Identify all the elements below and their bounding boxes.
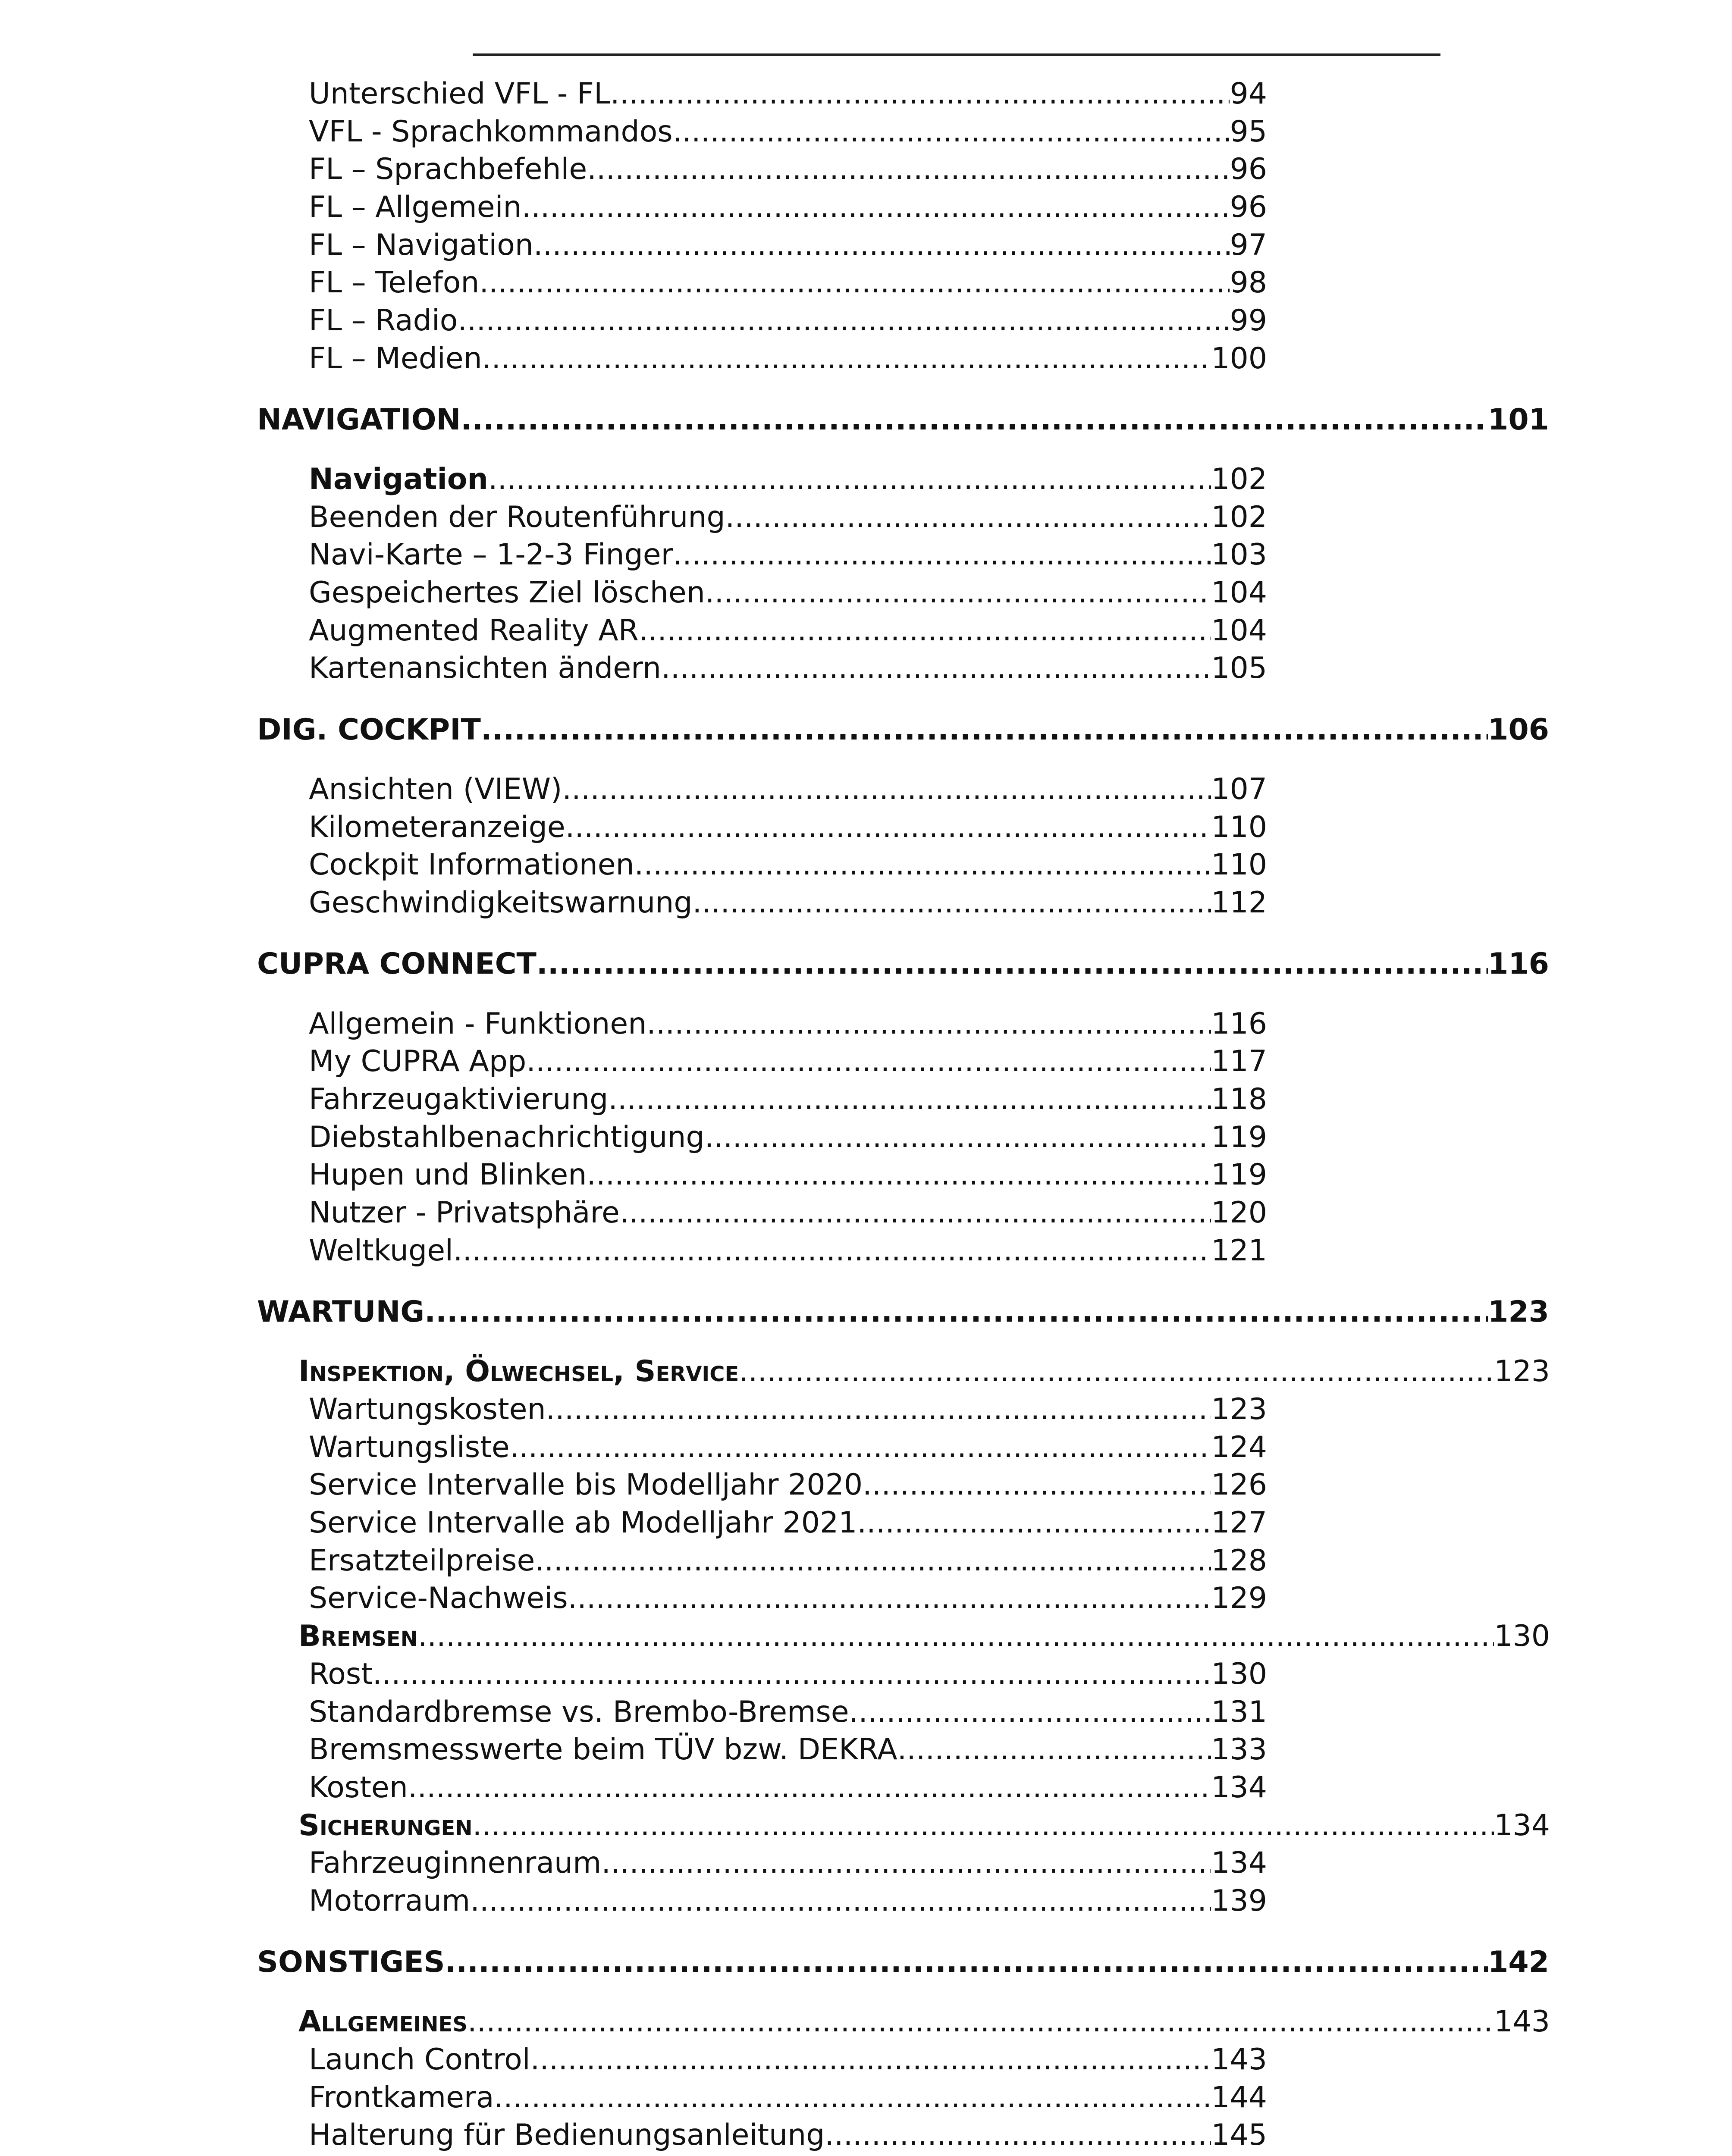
dot-leader [533,226,1230,264]
toc-entry[interactable] [309,1232,1267,1270]
dot-leader [587,150,1230,188]
toc-entry-title: Service Intervalle ab Modelljahr 2021 [309,1506,857,1540]
toc-entry-title: Kilometeranzeige [309,810,565,844]
toc-entry-page-number: 144 [1211,2081,1267,2115]
toc-entry-page-number: 106 [1488,713,1549,747]
toc-entry-page-number: 119 [1211,1120,1267,1154]
toc-entry-page-number: 134 [1211,1846,1267,1880]
toc-chapter-entry[interactable] [257,1943,1549,1981]
dot-leader [601,1844,1211,1882]
dot-leader [482,340,1211,378]
toc-entry[interactable] [309,264,1267,302]
toc-entry-title: Launch Control [309,2043,530,2077]
toc-entry-title: Allgemeines [298,2005,468,2039]
toc-entry-title: Service Intervalle bis Modelljahr 2020 [309,1468,863,1502]
toc-entry-title: Ersatzteilpreise [309,1544,535,1578]
toc-entry-title: FL – Sprachbefehle [309,152,587,186]
dot-leader [535,1542,1211,1580]
toc-entry-title: FL – Allgemein [309,190,522,224]
toc-entry[interactable] [309,1156,1267,1194]
header-rule [473,53,1440,56]
toc-entry-page-number: 143 [1494,2005,1550,2039]
toc-entry-title: Standardbremse vs. Brembo-Bremse [309,1695,849,1729]
dot-leader [620,1194,1211,1232]
toc-entry[interactable] [309,461,1267,498]
dot-leader [468,2003,1494,2041]
toc-entry-title: FL – Medien [309,342,482,376]
toc-entry[interactable] [309,536,1267,574]
toc-entry[interactable] [309,2116,1267,2154]
toc-entry-title: Sicherungen [298,1808,473,1843]
dot-leader [725,498,1211,536]
dot-leader [510,1429,1211,1467]
toc-entry[interactable] [309,771,1267,808]
toc-group-entry[interactable] [298,1807,1550,1845]
toc-entry-title: Motorraum [309,1884,471,1918]
toc-entry-page-number: 133 [1211,1733,1267,1767]
toc-entry-page-number: 117 [1211,1044,1267,1078]
toc-entry-page-number: 105 [1211,651,1267,685]
toc-entry-title: FL – Navigation [309,228,533,262]
toc-entry[interactable] [309,113,1267,151]
toc-entry-title: Fahrzeuginnenraum [309,1846,602,1880]
toc-entry-title: VFL - Sprachkommandos [309,115,673,149]
toc-entry-page-number: 134 [1211,1771,1267,1805]
toc-entry-title [309,2154,714,2156]
toc-entry[interactable] [309,808,1267,846]
dot-leader [488,461,1211,498]
toc-entry-page-number: 101 [1488,403,1549,437]
toc-entry-page-number: 134 [1494,1808,1550,1843]
dot-leader [673,536,1211,574]
toc-entry-page-number: 112 [1211,886,1267,920]
toc-entry-title: Fahrzeugaktivierung [309,1082,609,1116]
toc-entry[interactable] [309,75,1267,113]
toc-entry-title: Kartenansichten ändern [309,651,662,685]
toc-entry[interactable] [309,1579,1267,1617]
toc-entry-page-number: 145 [1211,2118,1267,2152]
toc-entry[interactable] [309,1043,1267,1081]
toc-entry-page-number: 127 [1211,1506,1267,1540]
toc-entry-page-number: 107 [1211,772,1267,806]
toc-entry[interactable] [309,1542,1267,1580]
dot-leader [693,884,1211,922]
toc-entry[interactable] [309,1769,1267,1807]
toc-chapter-entry[interactable] [257,401,1549,439]
dot-leader [453,1232,1211,1270]
toc-entry-page-number: 102 [1211,462,1267,496]
toc-entry-page-number: 99 [1230,304,1267,338]
toc-entry-page-number: 110 [1211,848,1267,882]
toc-entry-page-number: 143 [1211,2043,1267,2077]
toc-entry-page-number: 104 [1211,614,1267,648]
toc-entry-page-number: 142 [1488,1945,1549,1979]
toc-entry-title: Augmented Reality AR [309,614,639,648]
toc-entry-title: Nutzer - Privatsphäre [309,1196,620,1230]
toc-entry[interactable] [309,1119,1267,1156]
toc-entry-page-number: 123 [1211,1392,1267,1426]
toc-entry-title: Ansichten (VIEW) [309,772,562,806]
toc-entry-page-number: 118 [1211,1082,1267,1116]
toc-entry-title: Halterung für Bedienungsanleitung [309,2118,825,2152]
toc-entry-title: Bremsmesswerte beim TÜV bzw. DEKRA [309,1733,897,1767]
toc-entry[interactable] [309,612,1267,650]
toc-entry-page-number: 100 [1211,342,1267,376]
toc-entry-page-number: 130 [1211,1657,1267,1691]
dot-leader [608,1081,1211,1119]
toc-entry-page-number: 94 [1230,77,1267,111]
toc-entry[interactable] [309,884,1267,922]
toc-entry-title: Bremsen [298,1619,418,1653]
toc-entry-page-number: 131 [1211,1695,1267,1729]
toc-entry-page-number: 110 [1211,810,1267,844]
dot-leader [897,1731,1211,1769]
toc-entry-page-number: 116 [1211,1007,1267,1041]
dot-leader [714,2154,1211,2156]
toc-entry-page-number: 139 [1211,1884,1267,1918]
toc-entry[interactable] [309,1693,1267,1731]
dot-leader [424,1293,1488,1331]
toc-entry-title: SONSTIGES [257,1945,445,1979]
toc-entry-title: Wartungsliste [309,1430,510,1464]
dot-leader [373,1655,1211,1693]
toc-entry-title: Frontkamera [309,2081,494,2115]
toc-entry[interactable] [309,1005,1267,1043]
dot-leader [739,1353,1494,1391]
toc-entry-title: Service-Nachweis [309,1581,568,1615]
toc-entry-page-number: 104 [1211,576,1267,610]
toc-entry-page-number: 96 [1230,190,1267,224]
dot-leader [445,1943,1488,1981]
toc-entry-title: Hupen und Blinken [309,1158,587,1192]
dot-leader [639,612,1211,650]
dot-leader [857,1504,1211,1542]
dot-leader [458,302,1230,340]
dot-leader [705,574,1211,612]
toc-entry-page-number [1211,2154,1267,2156]
toc-entry-page-number: 121 [1211,1234,1267,1268]
toc-entry[interactable] [309,1731,1267,1769]
toc-entry[interactable] [309,188,1267,226]
dot-leader [408,1769,1211,1807]
dot-leader [479,264,1230,302]
toc-entry-page-number: 119 [1211,1158,1267,1192]
dot-leader [565,808,1211,846]
toc-group-entry[interactable] [298,2003,1550,2041]
dot-leader [418,1617,1494,1655]
toc-entry-page-number: 124 [1211,1430,1267,1464]
toc-entry[interactable] [309,302,1267,340]
toc-entry-title: Navi-Karte – 1-2-3 Finger [309,538,673,572]
toc-group-entry[interactable] [298,1617,1550,1655]
toc-entry-title: DIG. COCKPIT [257,713,481,747]
dot-leader [705,1119,1211,1156]
toc-entry-title: Cockpit Informationen [309,848,634,882]
dot-leader [825,2116,1211,2154]
dot-leader [673,113,1230,151]
toc-entry[interactable] [309,1194,1267,1232]
dot-leader [849,1693,1211,1731]
toc-entry-title: NAVIGATION [257,403,461,437]
toc-entry-page-number: 116 [1488,947,1549,981]
toc-entry[interactable] [309,1391,1267,1429]
dot-leader [537,945,1488,983]
dot-leader [481,711,1488,749]
toc-chapter-entry[interactable] [257,711,1549,749]
toc-entry-page-number: 129 [1211,1581,1267,1615]
toc-entry-page-number: 123 [1494,1354,1550,1388]
dot-leader [530,2041,1211,2079]
toc-entry[interactable] [309,1429,1267,1467]
toc-entry[interactable] [309,1081,1267,1119]
dot-leader [461,401,1488,439]
dot-leader [661,649,1211,687]
toc-entry[interactable] [309,2041,1267,2079]
toc-entry-page-number: 130 [1494,1619,1550,1653]
toc-entry-page-number: 95 [1230,115,1267,149]
toc-entry-page-number: 103 [1211,538,1267,572]
toc-entry-title: CUPRA CONNECT [257,947,537,981]
toc-group-entry[interactable] [298,1353,1550,1391]
toc-entry[interactable] [309,2079,1267,2117]
toc-entry[interactable] [309,1504,1267,1542]
toc-entry-title: FL – Telefon [309,266,480,300]
toc-entry-title: My CUPRA App [309,1044,527,1078]
toc-entry[interactable] [309,1466,1267,1504]
toc-entry-page-number: 97 [1230,228,1267,262]
toc-entry-page-number: 123 [1488,1295,1549,1329]
toc-entry-title: Diebstahlbenachrichtigung [309,1120,705,1154]
dot-leader [473,1807,1494,1845]
dot-leader [494,2079,1211,2117]
toc-entry-page-number: 128 [1211,1544,1267,1578]
toc-entry-title: Navigation [309,462,488,496]
toc-entry-title: FL – Radio [309,304,458,338]
dot-leader [634,846,1211,884]
dot-leader [562,771,1211,808]
toc-entry-page-number: 102 [1211,500,1267,534]
toc-entry-title: WARTUNG [257,1295,425,1329]
toc-entry-title: Gespeichertes Ziel löschen [309,576,705,610]
toc-entry-page-number: 96 [1230,152,1267,186]
toc-entry-title: Allgemein - Funktionen [309,1007,647,1041]
dot-leader [587,1156,1211,1194]
toc-entry-title: Geschwindigkeitswarnung [309,886,693,920]
toc-entry-page-number: 98 [1230,266,1267,300]
dot-leader [863,1466,1211,1504]
dot-leader [646,1005,1211,1043]
toc-entry[interactable] [309,1882,1267,1920]
dot-leader [522,188,1230,226]
toc-entry-title: Kosten [309,1771,408,1805]
dot-leader [546,1391,1211,1429]
toc-entry[interactable] [309,1844,1267,1882]
toc-entry[interactable] [309,649,1267,687]
toc-entry-title: Rost [309,1657,373,1691]
toc-chapter-entry[interactable] [257,1293,1549,1331]
toc-entry[interactable] [309,846,1267,884]
toc-entry[interactable] [309,226,1267,264]
toc-entry[interactable] [309,2154,1267,2156]
toc-entry-title: Inspektion, Ölwechsel, Service [298,1354,739,1388]
toc-entry[interactable] [309,150,1267,188]
toc-entry[interactable] [309,340,1267,378]
toc-entry-title: Unterschied VFL - FL [309,77,611,111]
toc-entry-title: Wartungskosten [309,1392,546,1426]
toc-entry[interactable] [309,1655,1267,1693]
dot-leader [470,1882,1211,1920]
dot-leader [610,75,1230,113]
dot-leader [568,1579,1211,1617]
toc-entry[interactable] [309,574,1267,612]
toc-entry[interactable] [309,498,1267,536]
toc-entry-title: Weltkugel [309,1234,453,1268]
dot-leader [526,1043,1211,1081]
toc-entry-page-number: 126 [1211,1468,1267,1502]
toc-chapter-entry[interactable] [257,945,1549,983]
toc-entry-title: Beenden der Routenführung [309,500,725,534]
toc-entry-page-number: 120 [1211,1196,1267,1230]
